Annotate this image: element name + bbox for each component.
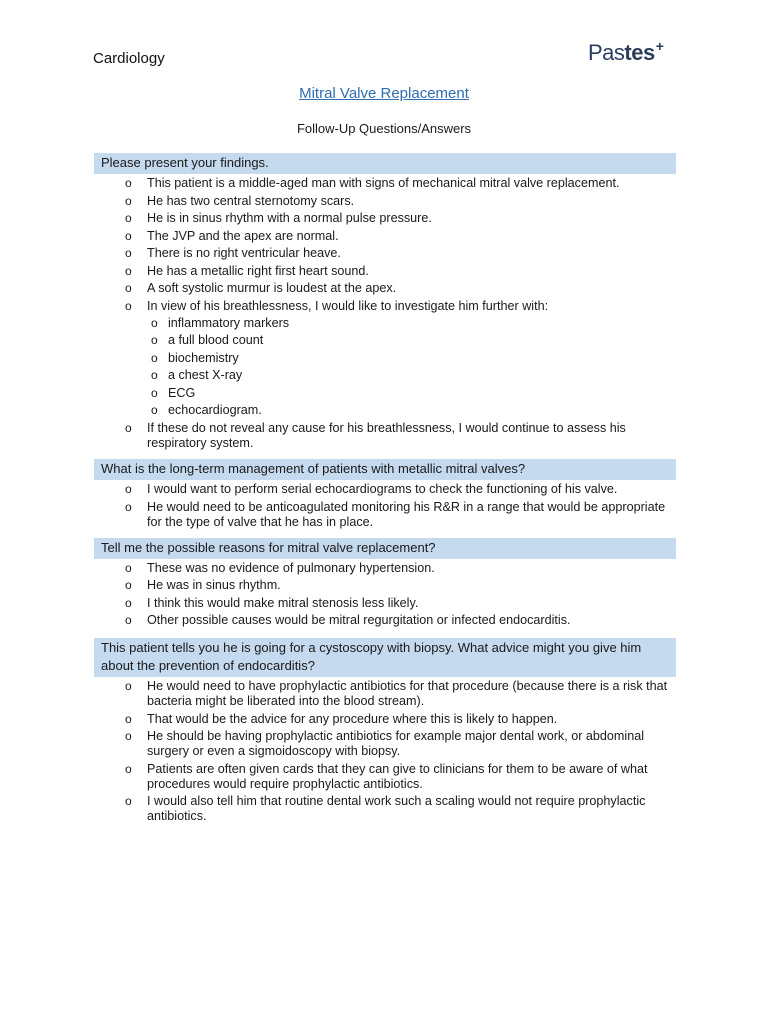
bullet-icon: o [125,281,132,295]
answer-text: He has a metallic right first heart sound. [147,263,369,278]
sub-answer-list [147,316,676,419]
answer-item [94,194,676,209]
bullet-icon: o [125,298,132,313]
bullet-icon: o [125,421,132,436]
answer-text: I think this would make mitral stenosis less likely. [147,595,419,610]
bullet-icon: o [125,482,132,497]
bullet-icon: o [125,560,132,575]
bullet-icon: o [125,578,132,593]
question-heading: What is the long-term management of patients with metallic mitral valves? [94,459,676,480]
bullet-icon: o [151,333,158,348]
answer-item [94,176,676,191]
bullet-icon: o [125,499,132,514]
answer-text: He would need to have prophylactic antibiotics for that procedure (because there is a risk that bacteria might be liberated into the blood stream). [147,679,668,709]
qa-content [94,153,676,832]
answer-item [94,299,676,419]
bullet-icon: o [151,403,158,418]
answer-list [94,561,676,629]
bullet-icon: o [125,211,132,225]
bullet-icon: o [125,679,132,694]
sub-answer-item [147,368,676,383]
answer-text: I would also tell him that routine dental work such a scaling would not require prophylactic antibiotics. [147,794,646,824]
bullet-icon: o [151,368,158,383]
answer-list [94,679,676,824]
answer-text: A soft systolic murmur is loudest at the apex. [147,281,397,295]
bullet-icon: o [125,246,132,260]
sub-answer-item [147,386,676,401]
answer-list [94,176,676,451]
bullet-icon: o [125,595,132,610]
section-label: Cardiology [93,50,165,67]
question-heading: This patient tells you he is going for a cystoscopy with biopsy. What advice might you give him about the prevention of endocarditis? [94,638,676,677]
answer-text: Other possible causes would be mitral regurgitation or infected endocarditis. [147,613,571,628]
document-title[interactable]: Mitral Valve Replacement [299,85,469,102]
sub-answer-text: ECG [168,385,196,400]
answer-text: These was no evidence of pulmonary hypertension. [147,560,435,575]
answer-item [94,729,676,759]
sub-answer-text: inflammatory markers [168,315,290,330]
bullet-icon: o [125,711,132,726]
answer-text: I would want to perform serial echocardiograms to check the functioning of his valve. [147,482,618,497]
answer-item [94,281,676,296]
logo-text-part2: tes [624,40,655,65]
answer-text: That would be the advice for any procedure where this is likely to happen. [147,711,558,726]
sub-answer-item [147,333,676,348]
sub-answer-text: a full blood count [168,333,264,348]
answer-item [94,500,676,530]
answer-text: This patient is a middle-aged man with signs of mechanical mitral valve replacement. [147,176,620,190]
answer-item [94,246,676,261]
answer-item [94,229,676,244]
question-heading: Tell me the possible reasons for mitral valve replacement? [94,538,676,559]
sub-answer-text: a chest X-ray [168,368,243,383]
sub-answer-item [147,403,676,418]
answer-item [94,482,676,497]
bullet-icon: o [125,794,132,809]
bullet-icon: o [125,176,132,190]
bullet-icon: o [151,315,158,330]
answer-text: He should be having prophylactic antibiotics for example major dental work, or abdominal surgery or even a sigmoidoscopy with biopsy. [147,729,645,759]
pastest-logo [588,40,663,66]
bullet-icon: o [125,729,132,744]
answer-item [94,794,676,824]
document-subtitle: Follow-Up Questions/Answers [296,121,472,136]
sub-answer-item [147,316,676,331]
logo-text-part1: Pas [588,40,625,65]
answer-item [94,211,676,226]
answer-item [94,578,676,593]
answer-text: In view of his breathlessness, I would like to investigate him further with: [147,298,549,313]
answer-item [94,679,676,709]
answer-text: He has two central sternotomy scars. [147,193,355,208]
sub-answer-item [147,351,676,366]
answer-item [94,596,676,611]
sub-answer-text: echocardiogram. [168,403,262,418]
sub-answer-text: biochemistry [168,350,239,365]
bullet-icon: o [125,761,132,776]
bullet-icon: o [125,193,132,208]
answer-item [94,561,676,576]
answer-text: The JVP and the apex are normal. [147,228,339,243]
bullet-icon: o [125,263,132,278]
answer-item [94,421,676,451]
question-heading: Please present your findings. [94,153,676,174]
bullet-icon: o [151,385,158,400]
answer-item [94,613,676,628]
answer-text: There is no right ventricular heave. [147,246,341,260]
answer-text: He is in sinus rhythm with a normal pulse pressure. [147,211,432,225]
bullet-icon: o [151,350,158,365]
answer-text: If these do not reveal any cause for his breathlessness, I would continue to assess his respiratory system. [147,421,626,451]
answer-text: He would need to be anticoagulated monitoring his R&R in a range that would be appropriate for the type of valve that he has in place. [147,499,666,529]
answer-list [94,482,676,530]
bullet-icon: o [125,613,132,628]
answer-item [94,712,676,727]
answer-text: He was in sinus rhythm. [147,578,281,593]
bullet-icon: o [125,228,132,243]
answer-item [94,762,676,792]
logo-plus-icon: + [655,38,664,54]
answer-item [94,264,676,279]
answer-text: Patients are often given cards that they can give to clinicians for them to be aware of what procedures would require prophylactic antibiotics. [147,761,648,791]
